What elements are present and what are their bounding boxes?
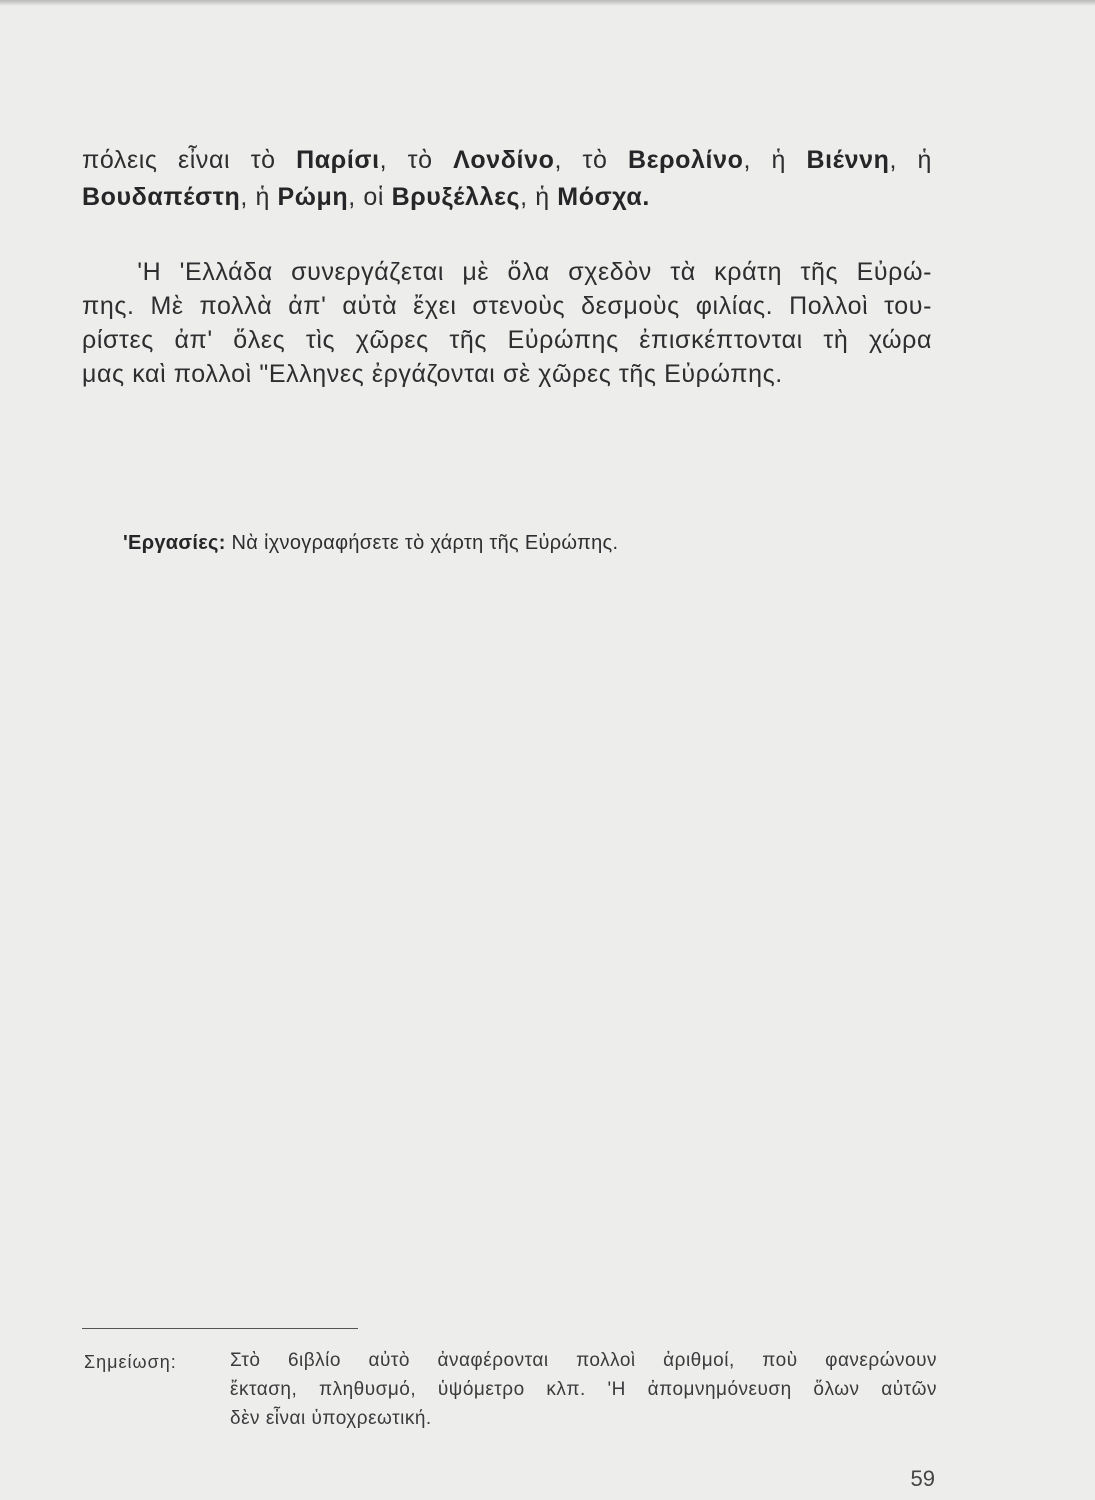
task-line — [123, 532, 618, 555]
city-berlin: Βερολίνο — [627, 146, 744, 174]
note-line2: ἔκταση, πληθυσμό, ὑψόμετρο κλπ. 'Η ἀπομνημόνευση ὅλων αὐτῶν — [230, 1379, 937, 1400]
note-label: Σημείωση: — [84, 1352, 177, 1372]
city-moscow: Μόσχα. — [557, 183, 650, 211]
text-span: , ἡ — [520, 183, 558, 211]
paragraph2-line4: μας καὶ πολλοὶ "Ελληνες ἐργάζονται σὲ χῶρες τῆς Εὐρώπης. — [82, 360, 783, 388]
text-span: , ἡ — [743, 146, 807, 174]
paragraph2-line2: πης. Μὲ πολλὰ ἀπ' αὐτὰ ἔχει στενοὺς δεσμοὺς φιλίας. Πολλοὶ του- — [82, 292, 932, 320]
text-span: , ἡ — [889, 146, 932, 174]
page-number: 59 — [910, 1466, 935, 1491]
city-vienna: Βιέννη — [806, 146, 890, 174]
text-span: , τὸ — [379, 146, 454, 174]
city-brussels: Βρυξέλλες — [391, 183, 521, 211]
city-london: Λονδίνο — [453, 146, 555, 174]
text-span: , τὸ — [554, 146, 628, 174]
task-label: 'Εργασίες: — [123, 532, 226, 554]
note-line3: δὲν εἶναι ὑποχρεωτική. — [230, 1408, 432, 1429]
paragraph2-line3: ρίστες ἀπ' ὅλες τὶς χῶρες τῆς Εὐρώπης ἐπισκέπτονται τὴ χώρα — [82, 326, 932, 354]
task-text: Νὰ ἰχνογραφήσετε τὸ χάρτη τῆς Εὐρώπης. — [225, 532, 619, 554]
city-rome: Ρώμη — [277, 183, 349, 211]
footnote-divider — [82, 1328, 358, 1329]
text-span: πόλεις εἶναι τὸ — [82, 146, 297, 174]
paragraph2-line1: 'Η 'Ελλάδα συνεργάζεται μὲ ὅλα σχεδὸν τὰ κράτη τῆς Εὐρώ- — [82, 258, 932, 286]
text-span: , ἡ — [240, 183, 278, 211]
paragraph1-line2 — [82, 183, 932, 212]
city-paris: Παρίσι — [296, 146, 380, 174]
paragraph1-line1 — [82, 146, 932, 175]
note-line1: Στὸ 6ιβλίο αὐτὸ ἀναφέρονται πολλοὶ ἀριθμοί, ποὺ φανερώνουν — [230, 1350, 937, 1371]
text-span: , οἱ — [348, 183, 392, 211]
city-budapest: Βουδαπέστη — [82, 183, 241, 211]
